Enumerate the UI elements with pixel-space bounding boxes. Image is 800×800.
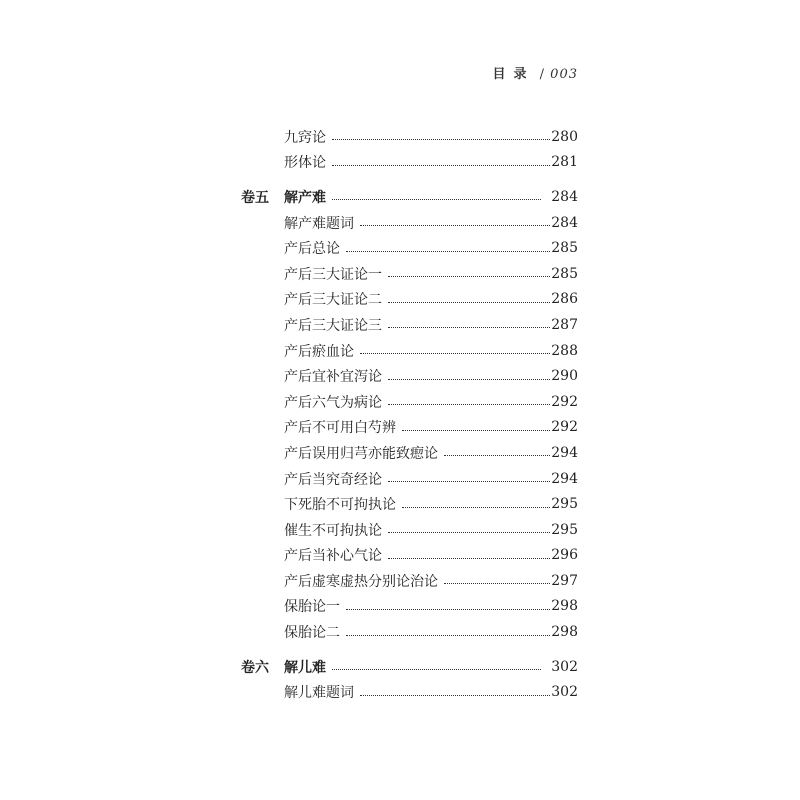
- page-number: 295: [551, 521, 578, 538]
- toc-entry: [284, 289, 578, 309]
- page-number: 287: [551, 316, 578, 333]
- toc-entry: [284, 417, 578, 437]
- page-number: 296: [551, 547, 578, 564]
- section-gap: [0, 175, 800, 184]
- running-header: [492, 63, 578, 82]
- toc-entry: [284, 366, 578, 386]
- page-number: 281: [551, 154, 578, 171]
- dot-leader: [346, 251, 550, 252]
- dot-leader: [388, 481, 550, 482]
- toc-entry-row: [0, 363, 800, 389]
- toc-entry: [284, 520, 578, 540]
- dot-leader: [332, 199, 541, 200]
- toc-entry: [284, 622, 578, 642]
- entry-title: 解产难题词: [284, 215, 354, 232]
- toc-entry-row: [0, 679, 800, 705]
- toc-entry-row: [0, 466, 800, 492]
- page-number: 288: [551, 342, 578, 359]
- entry-title: 产后三大证论一: [284, 266, 382, 283]
- dot-leader: [444, 455, 550, 456]
- toc-entry: [284, 238, 578, 258]
- toc-entry-row: [0, 619, 800, 645]
- toc-volume-row: [0, 654, 800, 680]
- volume-label: 卷六: [241, 659, 269, 676]
- page-number: 294: [551, 444, 578, 461]
- dot-leader: [402, 430, 550, 431]
- entry-title: 保胎论二: [284, 625, 340, 642]
- toc-entry: [284, 443, 578, 463]
- entry-title: 产后总论: [284, 241, 340, 258]
- dot-leader: [388, 276, 550, 277]
- dot-leader: [444, 583, 550, 584]
- toc-entry: [284, 127, 578, 147]
- toc-entry: [284, 469, 578, 489]
- entry-title: 产后三大证论二: [284, 292, 382, 309]
- entry-title: 产后宜补宜泻论: [284, 369, 382, 386]
- entry-title: 催生不可拘执论: [284, 522, 382, 539]
- toc-entry-row: [0, 491, 800, 517]
- toc-entry-row: [0, 287, 800, 313]
- dot-leader: [388, 404, 550, 405]
- toc-entry: [284, 657, 578, 677]
- toc-entry: [284, 341, 578, 361]
- entry-title: 产后六气为病论: [284, 394, 382, 411]
- dot-leader: [332, 139, 550, 140]
- entry-title: 下死胎不可拘执论: [284, 497, 396, 514]
- entry-title: 产后虚寒虚热分别论治论: [284, 573, 438, 590]
- toc-entry: [284, 152, 578, 172]
- dot-leader: [388, 532, 550, 533]
- entry-title: 保胎论一: [284, 599, 340, 616]
- toc-entry: [284, 596, 578, 616]
- dot-leader: [332, 165, 550, 166]
- toc-entry-row: [0, 261, 800, 287]
- toc-entry-row: [0, 124, 800, 150]
- toc-entry: [284, 494, 578, 514]
- dot-leader: [360, 353, 550, 354]
- dot-leader: [402, 507, 550, 508]
- entry-title: 产后三大证论三: [284, 317, 382, 334]
- toc-entry-row: [0, 568, 800, 594]
- page-number: 292: [551, 393, 578, 410]
- dot-leader: [388, 379, 550, 380]
- table-of-contents: [0, 124, 800, 705]
- header-separator: /: [539, 67, 546, 82]
- toc-entry: [284, 545, 578, 565]
- header-title: 目录: [492, 67, 535, 82]
- toc-entry-row: [0, 543, 800, 569]
- header-page-number: 003: [550, 67, 578, 82]
- entry-title: 产后当究奇经论: [284, 471, 382, 488]
- toc-entry: [284, 187, 578, 207]
- page-number: 298: [551, 598, 578, 615]
- toc-volume-row: [0, 184, 800, 210]
- page-number: 284: [551, 188, 578, 205]
- page-number: 285: [551, 265, 578, 282]
- toc-entry: [284, 571, 578, 591]
- dot-leader: [346, 635, 550, 636]
- entry-title: 产后误用归芎亦能致瘛论: [284, 445, 438, 462]
- page-number: 290: [551, 368, 578, 385]
- page-number: 286: [551, 291, 578, 308]
- dot-leader: [346, 609, 550, 610]
- page-number: 295: [551, 496, 578, 513]
- toc-entry: [284, 264, 578, 284]
- dot-leader: [332, 669, 541, 670]
- toc-entry-row: [0, 235, 800, 261]
- entry-title: 解儿难题词: [284, 685, 354, 702]
- dot-leader: [388, 327, 550, 328]
- page-number: 280: [551, 128, 578, 145]
- dot-leader: [388, 558, 550, 559]
- page-number: 302: [551, 658, 578, 675]
- entry-title: 产后不可用白芍辨: [284, 420, 396, 437]
- toc-entry-row: [0, 150, 800, 176]
- toc-entry-row: [0, 594, 800, 620]
- entry-title: 九窍论: [284, 129, 326, 146]
- volume-label: 卷五: [241, 189, 269, 206]
- page-number: 298: [551, 624, 578, 641]
- toc-entry: [284, 315, 578, 335]
- toc-entry-row: [0, 210, 800, 236]
- page-number: 294: [551, 470, 578, 487]
- page-number: 297: [551, 572, 578, 589]
- page-number: 285: [551, 240, 578, 257]
- toc-entry-row: [0, 517, 800, 543]
- entry-title: 形体论: [284, 155, 326, 172]
- page-number: 302: [551, 684, 578, 701]
- page-number: 284: [551, 214, 578, 231]
- toc-entry: [284, 392, 578, 412]
- page-number: 292: [551, 419, 578, 436]
- entry-title: 产后瘀血论: [284, 343, 354, 360]
- toc-entry-row: [0, 415, 800, 441]
- toc-entry: [284, 213, 578, 233]
- toc-entry: [284, 682, 578, 702]
- dot-leader: [360, 695, 550, 696]
- volume-title: 解儿难: [284, 659, 326, 676]
- toc-entry-row: [0, 440, 800, 466]
- toc-entry-row: [0, 312, 800, 338]
- section-gap: [0, 645, 800, 654]
- dot-leader: [360, 225, 550, 226]
- entry-title: 产后当补心气论: [284, 548, 382, 565]
- toc-entry-row: [0, 389, 800, 415]
- volume-title: 解产难: [284, 189, 326, 206]
- dot-leader: [388, 302, 550, 303]
- toc-entry-row: [0, 338, 800, 364]
